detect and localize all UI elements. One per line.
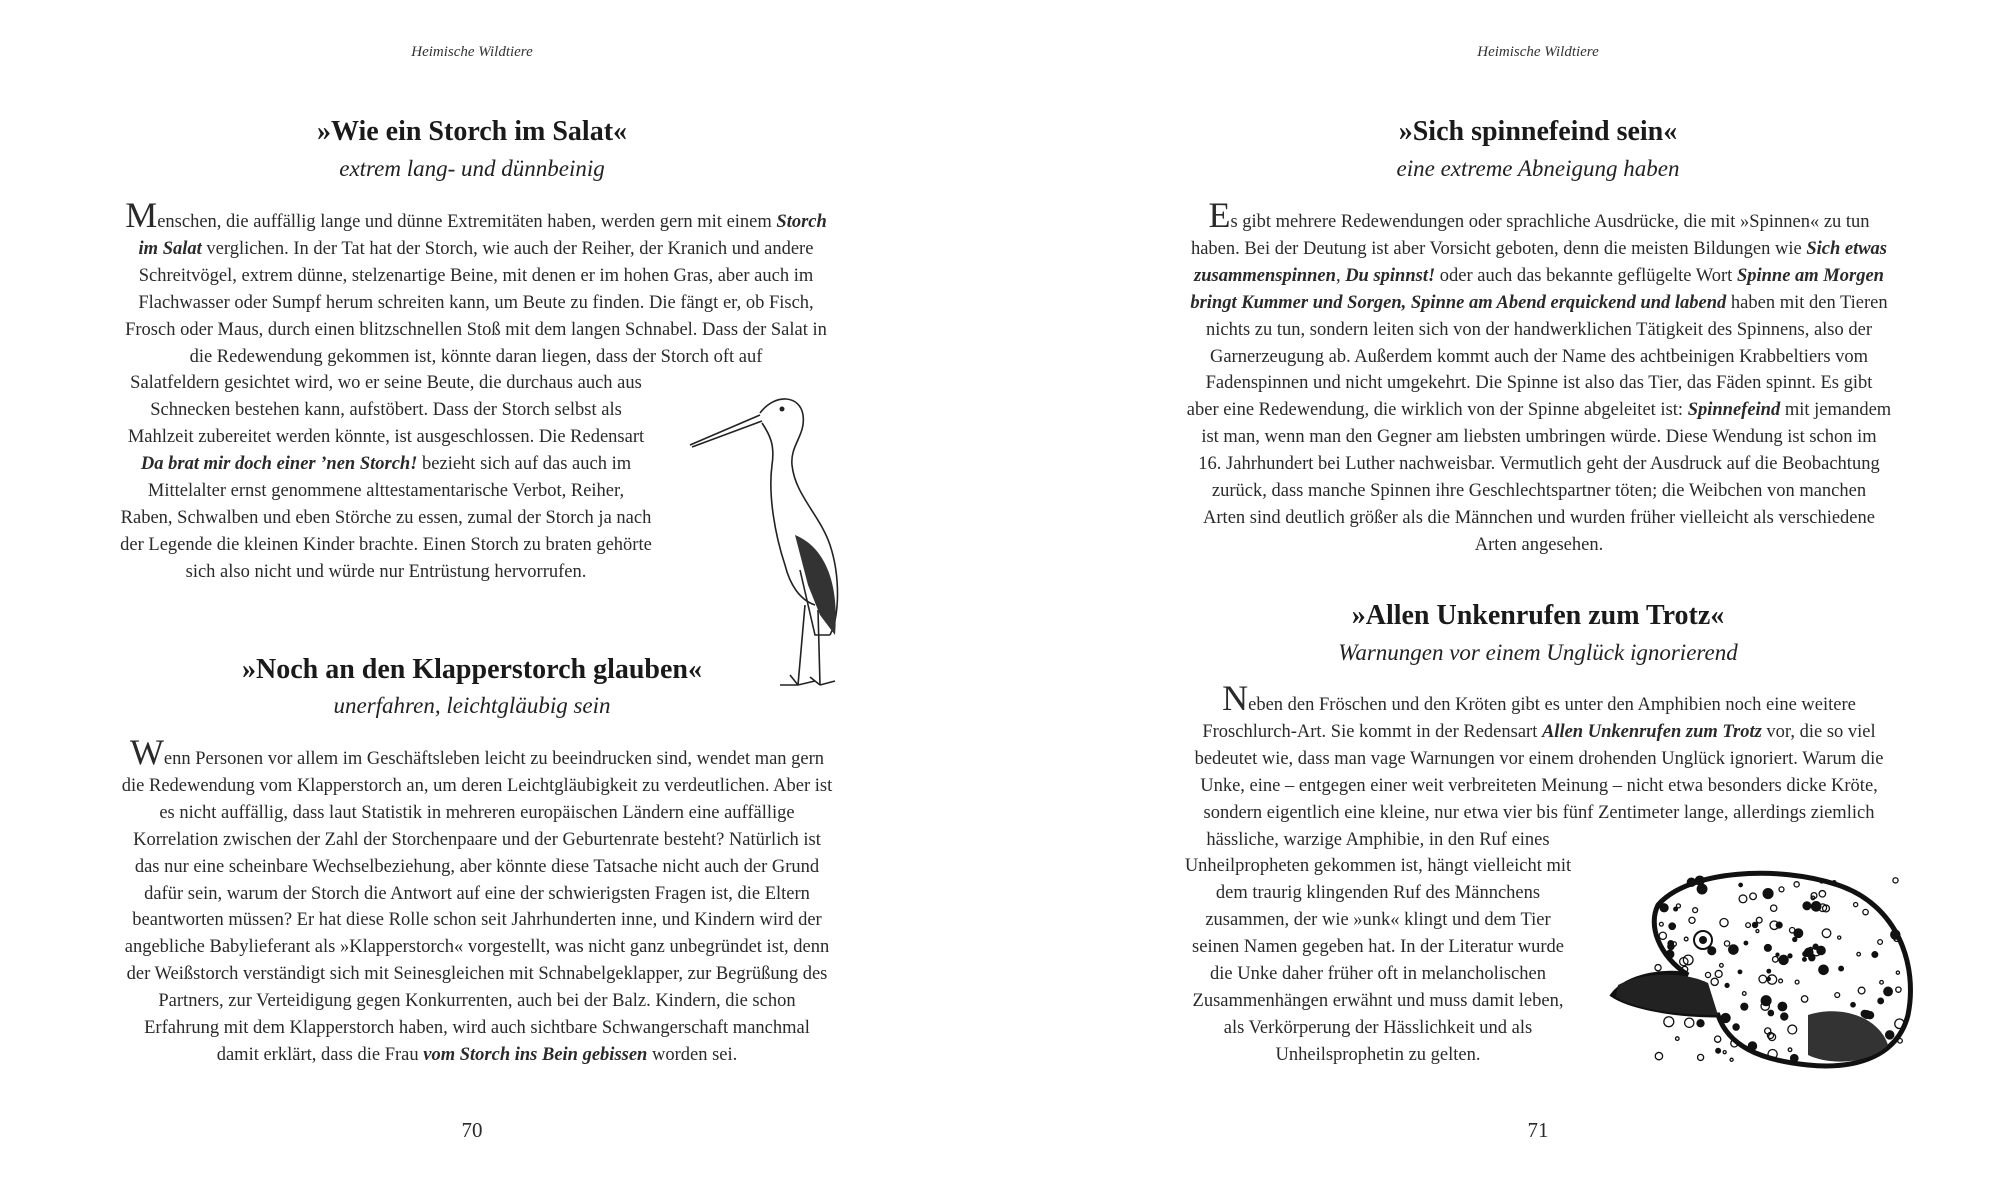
text-run: Arten angesehen. bbox=[1474, 534, 1604, 555]
toad-wart bbox=[1741, 1003, 1748, 1010]
text-line bbox=[96, 263, 856, 290]
toad-wart bbox=[1674, 907, 1678, 911]
toad-wart bbox=[1791, 1054, 1798, 1061]
text-line bbox=[96, 397, 676, 424]
toad-wart bbox=[1715, 1036, 1721, 1042]
section-subtitle: eine extreme Abneigung haben bbox=[1396, 156, 1680, 181]
text-run: Unke, eine – entgegen einer weit verbreiteten Meinung – nicht etwa besonders dicke Kröte, bbox=[1200, 775, 1878, 796]
toad-wart bbox=[1778, 1002, 1787, 1011]
text-run: damit erklärt, dass die Frau bbox=[216, 1044, 424, 1065]
text-run: Salatfeldern gesichtet wird, wo er seine Beute, die durchaus auch aus bbox=[130, 373, 642, 394]
text-run: Korrelation zwischen der Zahl der Storchenpaare und der Geburtenrate besteht? Natürlich ist bbox=[133, 829, 821, 850]
text-run: vor, die so viel bbox=[1761, 721, 1876, 742]
text-run: haben. Bei der Deutung ist aber Vorsicht geboten, denn die meisten Bildungen wie bbox=[1190, 238, 1807, 259]
section-title: »Allen Unkenrufen zum Trotz« bbox=[1351, 600, 1725, 631]
text-line bbox=[92, 1015, 862, 1042]
text-line bbox=[1158, 827, 1598, 854]
text-run: seinen Namen gegeben hat. In der Literatur wurde bbox=[1192, 937, 1564, 958]
toad-wart bbox=[1886, 1031, 1894, 1039]
section-title: »Noch an den Klapperstorch glauben« bbox=[242, 654, 702, 685]
text-run: Wenn Personen vor allem im Geschäftsleben leicht zu beeindrucken sind, wendet man gern bbox=[129, 732, 825, 772]
text-line bbox=[1158, 719, 1920, 746]
text-run: die Unke daher früher oft in melancholischen bbox=[1210, 964, 1546, 985]
toad-wart bbox=[1716, 1048, 1721, 1053]
toad-wart bbox=[1733, 1024, 1739, 1030]
toad-wart bbox=[1664, 1017, 1674, 1027]
text-line bbox=[1158, 290, 1920, 317]
text-line bbox=[1158, 397, 1920, 424]
toad-wart bbox=[1893, 878, 1898, 883]
idiom-emphasis: Du spinnst! bbox=[1345, 265, 1436, 286]
toad-wart bbox=[1803, 902, 1811, 910]
text-run: die Redewendung vom Klapperstorch an, um deren Leichtgläubigkeit zu verdeutlichen. Aber ist bbox=[121, 775, 833, 796]
toad-wart bbox=[1685, 1018, 1694, 1027]
text-line bbox=[92, 827, 862, 854]
toad-wart bbox=[1655, 965, 1661, 971]
text-line bbox=[96, 370, 676, 397]
text-line bbox=[1158, 961, 1598, 988]
text-line bbox=[1158, 424, 1920, 451]
idiom-emphasis: Spinne am Morgen bbox=[1736, 265, 1884, 286]
text-line bbox=[96, 290, 856, 317]
text-line bbox=[1158, 746, 1920, 773]
toad-wart bbox=[1748, 1042, 1756, 1050]
text-run: Mittelalter ernst genommene alttestamentarische Verbot, Reiher, bbox=[147, 481, 625, 502]
text-line bbox=[1158, 532, 1920, 559]
text-run: Frosch oder Maus, durch einen blitzschnellen Stoß mit dem langen Schnabel. Dass der Salat in bbox=[125, 319, 827, 340]
section-body bbox=[1158, 195, 1920, 559]
text-run: Froschlurch-Art. Sie kommt in der Redensart bbox=[1202, 721, 1542, 742]
right-page bbox=[1040, 0, 1999, 1200]
section-body bbox=[92, 732, 862, 1069]
text-run: oder auch das bekannte geflügelte Wort bbox=[1435, 265, 1737, 286]
toad-wart bbox=[1763, 889, 1773, 899]
text-run: zurück, dass manche Spinnen ihre Geschlechtspartner töten; die Weibchen von manchen bbox=[1211, 481, 1867, 502]
toad-wart bbox=[1819, 965, 1828, 974]
text-run: Flachwasser oder Sumpf herum schreiten kann, um Beute zu finden. Die fängt er, ob Fisch, bbox=[138, 292, 814, 313]
text-run: verglichen. In der Tat hat der Storch, wie auch der Reiher, der Kranich und andere bbox=[201, 238, 814, 259]
text-line bbox=[96, 344, 856, 371]
text-line bbox=[96, 478, 676, 505]
text-line bbox=[92, 732, 862, 773]
toad-wart bbox=[1676, 1037, 1680, 1041]
text-run: Erfahrung mit dem Klapperstorch haben, wird auch sichtbare Schwangerschaft manchmal bbox=[144, 1018, 810, 1039]
text-run: hässliche, warzige Amphibie, in den Ruf eines bbox=[1206, 829, 1550, 850]
text-run: bezieht sich auf das auch im bbox=[417, 454, 632, 475]
toad-wart bbox=[1729, 945, 1738, 954]
toad-wart bbox=[1863, 1011, 1871, 1019]
toad-wart bbox=[1793, 937, 1797, 941]
text-line bbox=[96, 236, 856, 263]
text-line bbox=[96, 424, 676, 451]
toad-wart bbox=[1723, 1051, 1726, 1054]
section-subtitle: unerfahren, leichtgläubig sein bbox=[333, 693, 611, 718]
toad-wart bbox=[1666, 950, 1674, 958]
toad-wart bbox=[1695, 876, 1704, 885]
text-run: angebliche Babylieferant als »Klapperstorch« vorgestellt, was nicht ganz unbegründet ist, denn bbox=[124, 937, 830, 958]
toad-wart bbox=[1776, 953, 1779, 956]
idiom-emphasis: Sich etwas bbox=[1806, 238, 1888, 259]
text-line bbox=[1158, 236, 1920, 263]
toad-wart bbox=[1738, 970, 1742, 974]
text-line bbox=[92, 800, 862, 827]
toad-wart bbox=[1768, 1010, 1773, 1015]
toad-wart bbox=[1698, 1054, 1704, 1060]
idiom-emphasis: zusammenspinnen bbox=[1194, 265, 1336, 286]
text-run: aber eine Redewendung, die wirklich von der Spinne abgeleitet ist: bbox=[1186, 400, 1688, 421]
toad-wart bbox=[1764, 945, 1771, 952]
text-line bbox=[1158, 800, 1920, 827]
toad-wart bbox=[1697, 1020, 1704, 1027]
text-run: nichts zu tun, sondern leiten sich von der handwerklichen Tätigkeit des Spinnens, also der bbox=[1205, 319, 1873, 340]
text-line bbox=[1158, 195, 1920, 236]
toad-wart bbox=[1660, 904, 1668, 912]
text-line bbox=[1158, 907, 1598, 934]
toad-wart bbox=[1708, 947, 1716, 955]
section-subtitle: Warnungen vor einem Unglück ignorierend bbox=[1338, 640, 1738, 665]
text-line bbox=[1158, 370, 1920, 397]
text-line bbox=[1158, 505, 1920, 532]
running-head: Heimische Wildtiere bbox=[411, 44, 533, 60]
idiom-emphasis: Allen Unkenrufen zum Trotz bbox=[1541, 721, 1762, 742]
section-subtitle: extrem lang- und dünnbeinig bbox=[339, 156, 605, 181]
text-run: Mahlzeit zubereitet werden könnte, ist ausgeschlossen. Die Redensart bbox=[127, 427, 645, 448]
text-run: ist man, wenn man den Gegner am liebsten umbringen würde. Diese Wendung ist schon im bbox=[1201, 427, 1877, 448]
text-run: beantworten müssen? Er hat diese Rolle schon seit Jahrhunderten inne, und Kindern wird der bbox=[132, 910, 822, 931]
section-title: »Sich spinnefeind sein« bbox=[1398, 116, 1678, 147]
text-line bbox=[1158, 988, 1598, 1015]
text-run: 16. Jahrhundert bei Luther nachweisbar. Vermutlich geht der Ausdruck auf die Beobachtung bbox=[1198, 454, 1880, 475]
toad-wart bbox=[1872, 952, 1878, 958]
text-run: Menschen, die auffällig lange und dünne Extremitäten haben, werden gern mit einem bbox=[125, 195, 777, 235]
text-run: Raben, Schwalben und eben Störche zu essen, zumal der Storch ja nach bbox=[120, 507, 652, 528]
toad-wart bbox=[1898, 1039, 1903, 1044]
toad-wart bbox=[1781, 1013, 1788, 1020]
toad-wart bbox=[1669, 923, 1675, 929]
toad-wart bbox=[1739, 883, 1742, 886]
text-line bbox=[96, 532, 676, 559]
toad-wart bbox=[1721, 1013, 1730, 1022]
text-line bbox=[1158, 880, 1598, 907]
idiom-emphasis: im Salat bbox=[138, 238, 202, 259]
text-run: das nur eine scheinbare Wechselbeziehung, aber könnte diese Tatsache nicht auch der Grund bbox=[134, 856, 820, 877]
idiom-emphasis: Da brat mir doch einer ’nen Storch! bbox=[140, 454, 418, 475]
text-line bbox=[1158, 1015, 1598, 1042]
stork-illustration bbox=[680, 385, 900, 690]
text-run: der Weißstorch verständigt sich mit Seinesgleichen mit Schnabelgeklapper, zur Begrüßung des bbox=[126, 964, 828, 985]
toad-wart bbox=[1767, 969, 1771, 973]
text-run: Fadenspinnen und nicht umgekehrt. Die Spinne ist also das Tier, das Fäden spinnt. Es gibt bbox=[1205, 373, 1873, 394]
idiom-emphasis: Spinnefeind bbox=[1687, 400, 1781, 421]
idiom-emphasis: vom Storch ins Bein gebissen bbox=[423, 1044, 648, 1065]
toad-wart bbox=[1891, 930, 1900, 939]
text-run: zusammen, der wie »unk« klingt und dem Tier bbox=[1205, 910, 1551, 931]
text-run: der Legende die kleinen Kinder brachte. Einen Storch zu braten gehörte bbox=[120, 534, 652, 555]
text-line bbox=[1158, 853, 1598, 880]
toad-wart bbox=[1655, 1052, 1662, 1059]
text-run: bedeutet wie, dass man vage Warnungen vor einem drohenden Unglück ignoriert. Warum die bbox=[1194, 748, 1884, 769]
toad-wart bbox=[1744, 941, 1748, 945]
text-run: Unheilsprophetin zu gelten. bbox=[1275, 1044, 1481, 1065]
text-run: Schreitvögel, extrem dünne, stelzenartige Beine, mit denen er im hohen Gras, aber auch im bbox=[138, 265, 814, 286]
toad-wart bbox=[1878, 998, 1884, 1004]
idiom-emphasis: bringt Kummer und Sorgen, Spinne am Abend erquickend und labend bbox=[1190, 292, 1727, 313]
text-line bbox=[96, 451, 676, 478]
text-run: die Redewendung gekommen ist, könnte daran liegen, dass der Storch oft auf bbox=[189, 346, 763, 367]
text-run: Arten sind deutlich größer als die Männchen und wurden früher vielleicht als verschiedene bbox=[1203, 507, 1875, 528]
toad-wart bbox=[1725, 983, 1729, 987]
toad-wart bbox=[1884, 987, 1893, 996]
toad-wart bbox=[1752, 922, 1757, 927]
text-line bbox=[92, 881, 862, 908]
text-run: Zusammenhängen erwähnt und muss damit leben, bbox=[1192, 990, 1564, 1011]
text-run: worden sei. bbox=[647, 1044, 738, 1065]
text-run: Partners, zur Verteidigung gegen Konkurrenten, auch bei der Balz. Kindern, die schon bbox=[158, 991, 796, 1012]
toad-wart bbox=[1779, 955, 1788, 964]
text-line bbox=[96, 195, 856, 236]
toad-wart bbox=[1767, 977, 1770, 980]
text-line bbox=[92, 934, 862, 961]
text-run: dafür sein, warum der Storch die Antwort auf eine der schwierigsten Fragen ist, die Eltern bbox=[144, 883, 810, 904]
text-run: als Verkörperung der Hässlichkeit und als bbox=[1223, 1017, 1533, 1038]
toad-illustration bbox=[1608, 865, 1928, 1085]
text-line bbox=[96, 317, 856, 344]
text-line bbox=[96, 505, 676, 532]
text-line bbox=[1158, 451, 1920, 478]
idiom-emphasis: Storch bbox=[776, 212, 827, 232]
text-run: mit jemandem bbox=[1780, 400, 1892, 421]
text-run: Schnecken bestehen kann, aufstöbert. Dass der Storch selbst als bbox=[150, 400, 622, 421]
text-run: es nicht auffällig, dass laut Statistik in mehreren europäischen Ländern eine auffällige bbox=[159, 802, 795, 823]
text-line bbox=[1158, 317, 1920, 344]
text-run: Es gibt mehrere Redewendungen oder sprachliche Ausdrücke, die mit »Spinnen« zu tun bbox=[1208, 195, 1870, 235]
toad-wart bbox=[1730, 1058, 1733, 1061]
text-run: Garnerzeugung ab. Außerdem kommt auch der Name des achtbeinigen Krabbeltiers vom bbox=[1209, 346, 1869, 367]
text-line bbox=[1158, 934, 1598, 961]
text-line bbox=[92, 961, 862, 988]
text-line bbox=[92, 988, 862, 1015]
text-line bbox=[1158, 1042, 1598, 1069]
toad-wart bbox=[1839, 966, 1844, 971]
page-number: 71 bbox=[1527, 1118, 1549, 1142]
text-run: dem traurig klingenden Ruf des Männchens bbox=[1215, 883, 1541, 904]
section-title: »Wie ein Storch im Salat« bbox=[316, 116, 628, 147]
text-line bbox=[1158, 773, 1920, 800]
toad-wart bbox=[1687, 878, 1695, 886]
text-run: haben mit den Tieren bbox=[1726, 292, 1888, 313]
running-head: Heimische Wildtiere bbox=[1477, 44, 1599, 60]
text-run: Neben den Fröschen und den Kröten gibt es unter den Amphibien noch eine weitere bbox=[1222, 678, 1856, 718]
page-number: 70 bbox=[461, 1118, 483, 1142]
text-run: , bbox=[1335, 265, 1346, 286]
text-line bbox=[92, 773, 862, 800]
text-run: Unheilpropheten gekommen ist, hängt vielleicht mit bbox=[1184, 856, 1572, 877]
text-line bbox=[92, 1042, 862, 1069]
toad-wart bbox=[1803, 958, 1807, 962]
left-page bbox=[0, 0, 960, 1200]
text-line bbox=[92, 854, 862, 881]
toad-wart bbox=[1811, 902, 1820, 911]
toad-wart bbox=[1851, 1003, 1855, 1007]
text-line bbox=[96, 559, 676, 586]
toad-wart bbox=[1788, 954, 1792, 958]
text-line bbox=[1158, 263, 1920, 290]
text-run: sich also nicht und würde nur Entrüstung hervorrufen. bbox=[185, 561, 587, 582]
text-run: sondern eigentlich eine kleine, nur etwa vier bis fünf Zentimeter lange, allerdings ziemlich bbox=[1203, 802, 1875, 823]
text-line bbox=[92, 907, 862, 934]
text-line bbox=[1158, 478, 1920, 505]
text-line bbox=[1158, 344, 1920, 371]
toad-wart bbox=[1794, 929, 1803, 938]
toad-wart bbox=[1668, 941, 1673, 946]
text-line bbox=[1158, 678, 1920, 719]
